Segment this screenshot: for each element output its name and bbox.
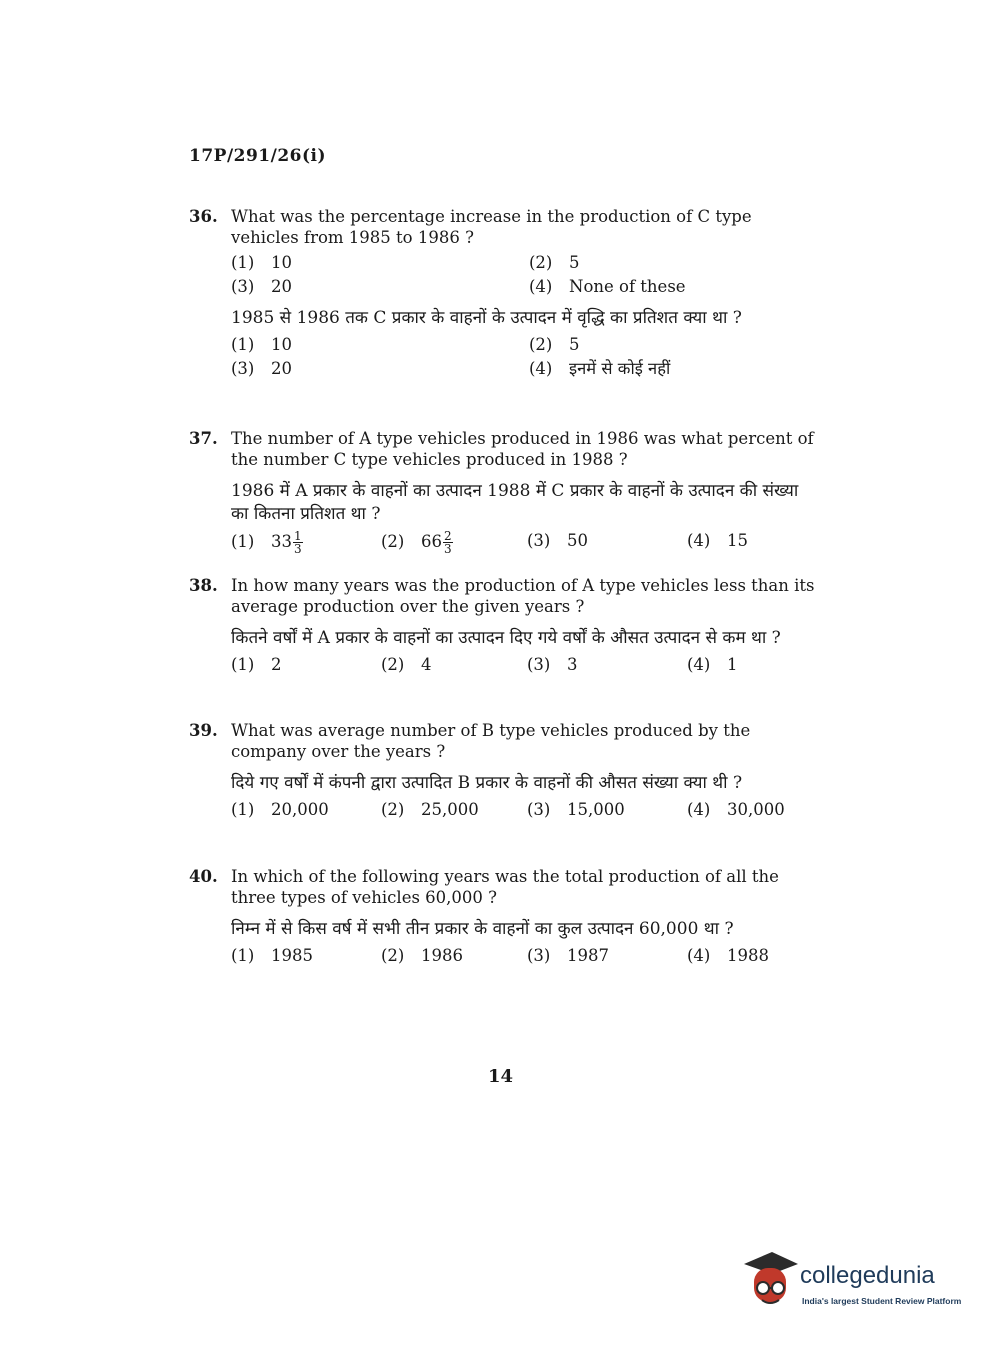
option-4: (4) इनमें से कोई नहीं <box>529 359 671 378</box>
brand-tagline: India's largest Student Review Platform <box>802 1296 962 1306</box>
option-2: (2) 4 <box>381 655 432 674</box>
option-4: (4) 1988 <box>687 946 769 965</box>
option-2: (2) 66 $\frac{2}{3}$ <box>381 529 452 556</box>
question-number: 36. <box>189 207 218 226</box>
option-2: (2) 25,000 <box>381 800 479 819</box>
option-4: (4) 30,000 <box>687 800 785 819</box>
question-text-hi: कितने वर्षों में A प्रकार के वाहनों का उत्पादन दिए गये वर्षों के औसत उत्पादन से कम था ? <box>231 628 781 648</box>
option-2: (2) 1986 <box>381 946 463 965</box>
option-3: (3) 20 <box>231 277 292 296</box>
options <box>231 530 819 555</box>
question-text-en: The number of A type vehicles produced in 1986 was what percent of the number C type vehicles produced in 1988 ? <box>231 429 814 469</box>
question-39 <box>189 720 819 820</box>
option-3: (3) 50 <box>527 531 588 550</box>
page-number: 14 <box>487 1066 514 1087</box>
option-1: (1) 1985 <box>231 946 313 965</box>
question-text-hi: दिये गए वर्षों में कंपनी द्वारा उत्पादित B प्रकार के वाहनों की औसत संख्या क्या थी ? <box>231 773 743 793</box>
question-text-hi: 1985 से 1986 तक C प्रकार के वाहनों के उत्पादन में वृद्धि का प्रतिशत क्या था ? <box>231 308 742 328</box>
option-1: (1) 2 <box>231 655 282 674</box>
paper-code: 17P/291/26(i) <box>189 146 327 166</box>
option-1: (1) 20,000 <box>231 800 329 819</box>
question-number: 40. <box>189 867 218 886</box>
option-1: (1) 10 <box>231 335 292 354</box>
question-40 <box>189 866 819 966</box>
question-text-hi: 1986 में A प्रकार के वाहनों का उत्पादन 1988 में C प्रकार के वाहनों के उत्पादन की संख्या का कितना प्रतिशत था ? <box>231 481 799 524</box>
option-4: (4) 1 <box>687 655 738 674</box>
option-1: (1) 33 $\frac{1}{3}$ <box>231 529 302 556</box>
question-37 <box>189 428 819 555</box>
options-hi <box>231 334 819 379</box>
question-text-en: In which of the following years was the total production of all the three types of vehicles 60,000 ? <box>231 867 779 907</box>
option-2: (2) 5 <box>529 335 580 354</box>
question-number: 37. <box>189 429 218 448</box>
question-number: 38. <box>189 576 218 595</box>
question-36 <box>189 206 819 379</box>
options-en <box>231 252 819 297</box>
options <box>231 945 819 966</box>
brand-name: collegedunia <box>800 1262 935 1289</box>
fraction: $\frac{2}{3}$ <box>444 529 452 556</box>
question-text-hi: निम्न में से किस वर्ष में सभी तीन प्रकार के वाहनों का कुल उत्पादन 60,000 था ? <box>231 919 734 939</box>
options <box>231 799 819 820</box>
question-38 <box>189 575 819 675</box>
options <box>231 654 819 675</box>
fraction: $\frac{1}{3}$ <box>294 529 302 556</box>
option-2: (2) 5 <box>529 253 580 272</box>
option-3: (3) 1987 <box>527 946 609 965</box>
mascot-icon <box>742 1250 798 1312</box>
collegedunia-watermark <box>742 1250 972 1312</box>
question-number: 39. <box>189 721 218 740</box>
question-text-en: In how many years was the production of A type vehicles less than its average production over the given years ? <box>231 576 815 616</box>
question-text-en: What was average number of B type vehicles produced by the company over the years ? <box>231 721 751 761</box>
option-4: (4) 15 <box>687 531 748 550</box>
option-3: (3) 3 <box>527 655 578 674</box>
option-1: (1) 10 <box>231 253 292 272</box>
option-4: (4) None of these <box>529 277 686 296</box>
question-text-en: What was the percentage increase in the production of C type vehicles from 1985 to 1986 ? <box>231 207 752 247</box>
option-3: (3) 15,000 <box>527 800 625 819</box>
option-3: (3) 20 <box>231 359 292 378</box>
